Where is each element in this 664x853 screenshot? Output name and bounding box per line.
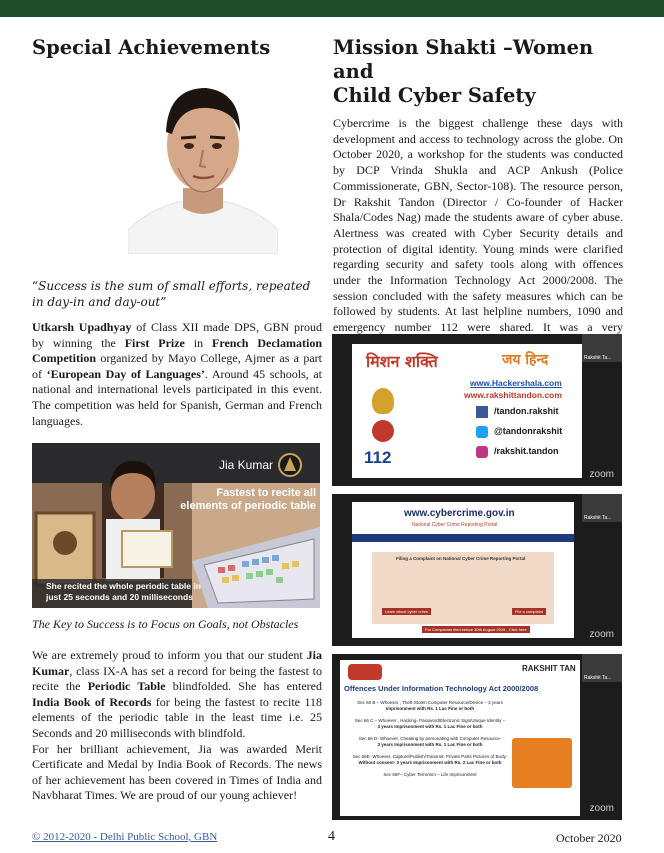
special-achievements-heading: Special Achievements <box>32 36 271 59</box>
cybercrime-url: www.cybercrime.gov.in <box>404 508 515 519</box>
presenter-video-tile <box>582 494 622 522</box>
top-green-bar <box>0 0 664 17</box>
utkarsh-name: Utkarsh Upadhyay <box>32 320 132 334</box>
mission-shakti-paragraph: Cybercrime is the biggest challenge these days with development and access to technology across the globe. On October 2020, a workshop for the students was conducted by DCP Vrinda Shukla and ACP Ankush (Police Commissionerate, GBN, Sector-108). The resource person, Dr Rakshit Tandon (Director / Co-founder of Hacker Shala/Codes Nag) made the students aware of cyber abuse. Alertness was created with Cyber Security details and protection of digital identity. Young minds were clarified regarding security and safety tools along with offences under the Information Technology Act 2000/2008. The session concluded with the safety measures which can be followed by students. At last helpline numbers, 1090 and emergency number 112 were shared. It was a very <box>333 116 623 335</box>
offence-66b-line-1: Sec 66 B – Whoever , Theft-Stolen Computer Resource/Device – 3 years <box>357 700 503 705</box>
presenter-video-tile <box>582 334 622 362</box>
offences-title: Offences Under Information Technology Act 2000/2008 <box>344 684 539 693</box>
zoom-watermark: zoom <box>589 469 614 480</box>
mission-shakti-logo-small <box>348 664 382 680</box>
text-run: . Around 45 schools, at national and international levels participated in this event. The competition was held for Spanish, German and French languages. <box>32 366 322 428</box>
success-quote: “Success is the sum of small efforts, repeated in day-in and day-out” <box>32 279 311 309</box>
old-complaints-button[interactable]: For Complaints filed before 30th August 2019 - Click here <box>422 626 530 633</box>
offence-66b <box>346 700 514 712</box>
offence-66c-line-1: Sec 66 C – Whoever , Hacking- Password/Electronic Sign/Unique Identity – <box>354 718 506 723</box>
facebook-icon <box>476 406 488 418</box>
slide-2 <box>352 502 574 638</box>
offence-66e <box>346 754 514 766</box>
presenter-name: RAKSHIT TAN <box>522 664 576 673</box>
slide-3 <box>340 660 580 816</box>
zoom-watermark: zoom <box>589 803 614 814</box>
offence-list <box>346 700 514 778</box>
text-run: blindfolded. She has entered <box>165 679 322 694</box>
instagram-handle: /rakshit.tandon <box>494 446 559 456</box>
twitter-handle: @tandonrakshit <box>494 426 563 436</box>
offence-66f <box>346 772 514 778</box>
hackershala-url: www.Hackershala.com <box>470 378 562 388</box>
text-run: for being the fastest to recite 118 elements of the periodic table in the least time i.e. 25 Seconds and 20 milliseconds with blindfold. <box>32 694 322 740</box>
jia-kumar-banner <box>32 443 320 608</box>
twitter-icon <box>476 426 488 438</box>
text-run: We are extremely proud to inform you that our student <box>32 648 307 662</box>
learn-about-cyber-crime-button[interactable]: Learn about cyber crime <box>382 608 431 615</box>
panel-title: Filing a Complaint on National Cyber Crime Reporting Portal <box>396 556 526 561</box>
periodic-table: Periodic Table <box>87 679 166 694</box>
offence-66e-line-1: Sec 66E- Whoever, Capture/Publish/Transmit- Private Parts Pictures of Body- <box>352 754 508 759</box>
competition-name: French Declamation Competition <box>32 335 323 366</box>
utkarsh-photo <box>128 70 278 254</box>
laptop-hacker-illustration <box>512 738 572 788</box>
issue-date: October 2020 <box>556 831 622 845</box>
offence-66d-line-2: 3 years Imprisonment with Rs. 1 Lac Fine or both <box>377 742 483 747</box>
presenter-label: Rakshit Ta... <box>584 355 612 361</box>
offence-66d <box>346 736 514 748</box>
portal-panel <box>372 552 554 624</box>
jia-name: Jia Kumar <box>32 648 322 678</box>
jia-article <box>32 648 322 804</box>
left-column <box>32 36 322 429</box>
presenter-label: Rakshit Ta... <box>584 515 612 521</box>
portal-subtitle: National Cyber Crime Reporting Portal <box>412 522 498 528</box>
banner-headline-1: Fastest to recite all <box>216 487 316 499</box>
rakshittandon-url: www.rakshittandon.com <box>464 390 562 400</box>
offence-66e-line-2: Without consent- 3 years Imprisonment with Rs. 2 Lac Fine or both <box>358 760 502 765</box>
presenter-label: Rakshit Ta... <box>584 675 612 681</box>
mission-shakti-heading-1: Mission Shakti –Women and <box>333 36 594 83</box>
offence-66d-line-1: Sec 66 D- Whoever, Cheating by personating with Computer Resource- <box>358 736 502 741</box>
first-prize: First Prize <box>124 335 185 350</box>
banner-caption-2: just 25 seconds and 20 milliseconds <box>46 592 193 602</box>
banner-headline-2: elements of periodic table <box>180 500 316 512</box>
workshop-screenshot-2 <box>332 494 622 646</box>
zoom-watermark: zoom <box>589 629 614 640</box>
presenter-video-tile <box>582 654 622 682</box>
right-column <box>333 36 623 352</box>
utkarsh-paragraph <box>32 320 322 429</box>
school-website-link[interactable]: © 2012-2020 - Delhi Public School, GBN <box>32 831 218 843</box>
mission-shakti-logo: मिशन शक्ति <box>366 352 438 371</box>
offence-66b-line-2: Imprisonment with Rs. 1 Lac Fine or both <box>385 706 475 711</box>
instagram-icon <box>476 446 488 458</box>
offence-66c-line-2: 3 years Imprisonment with Rs. 1 Lac Fine or both <box>377 724 483 729</box>
workshop-screenshot-1 <box>332 334 622 486</box>
india-book-of-records: India Book of Records <box>32 694 152 709</box>
page-number: 4 <box>328 829 335 844</box>
offence-66f-line-1: Sec 66F– Cyber Terrorism – Life Imprisonment <box>383 772 477 777</box>
jai-hind-logo: जय हिन्द <box>502 352 549 368</box>
emergency-112-logo: 112 <box>364 448 392 467</box>
mission-shakti-heading-2: Child Cyber Safety <box>333 84 536 107</box>
jia-paragraph-2: For her brilliant achievement, Jia was awarded Merit Certificate and Medal by India Book of Records. The news of her achievement has been covered in Times of India and Navbharat Times. We are proud of our young achiever! <box>32 741 322 803</box>
banner-caption-1: She recited the whole periodic table in <box>46 581 201 591</box>
offence-66c <box>346 718 514 730</box>
jia-paragraph-1 <box>32 648 322 742</box>
workshop-screenshot-3 <box>332 654 622 820</box>
key-to-success-quote: The Key to Success is to Focus on Goals, not Obstacles <box>32 617 299 631</box>
event-name: ‘European Day of Languages’ <box>46 366 205 381</box>
banner-name: Jia Kumar <box>219 458 274 472</box>
police-emblem-1 <box>372 388 394 414</box>
text-run: organized by Mayo College, Ajmer as a part of <box>32 351 322 381</box>
portal-navbar <box>352 534 574 542</box>
facebook-handle: /tandon.rakshit <box>494 406 559 416</box>
police-emblem-2 <box>372 420 394 442</box>
text-run: , class IX-A has set a record for being the fastest to recite the <box>32 663 322 694</box>
text-run: of Class XII made DPS, GBN proud by winning the <box>32 320 322 350</box>
file-complaint-button[interactable]: File a complaint <box>512 608 546 615</box>
text-run: in <box>184 335 213 350</box>
slide-1 <box>352 344 582 478</box>
